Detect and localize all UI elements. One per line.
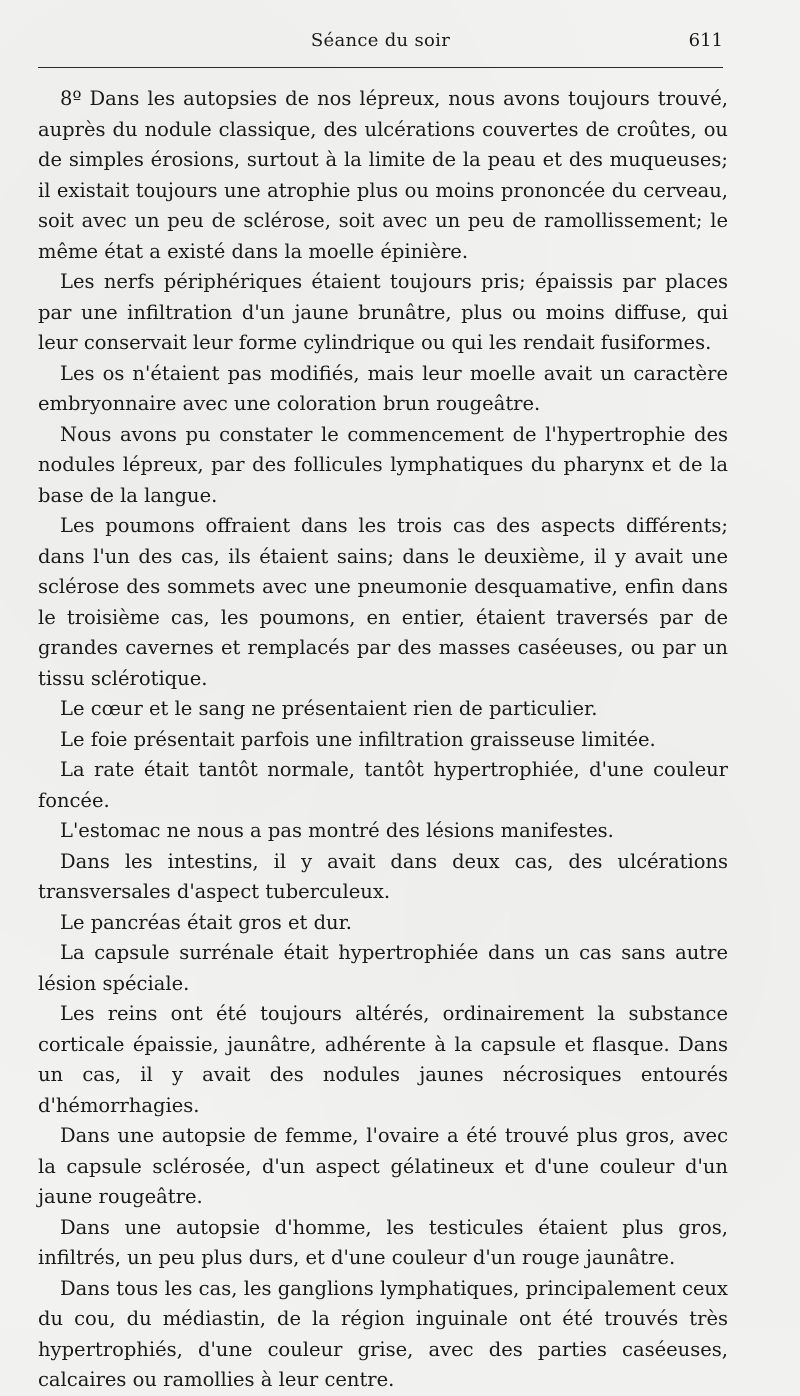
paragraph: Les poumons offraient dans les trois cas des aspects différents; dans l'un des cas, ils étaient sains; dans le deuxième, il y avait une sclérose des sommets avec une pneumonie desquamative, enfin dans le troisième cas, les poumons, en entier, étaient traversés par de grandes cavernes et remplacés par des masses caséeuses, ou par un tissu sclérotique. <box>38 514 728 690</box>
paragraph: Les os n'étaient pas modifiés, mais leur moelle avait un caractère embryonnaire avec une coloration brun rougeâtre. <box>38 361 728 415</box>
paragraph: Les reins ont été toujours altérés, ordinairement la substance corticale épaissie, jaunâtre, adhérente à la capsule et flasque. Dans un cas, il y avait des nodules jaunes nécrosiques entourés d'hémorrhagies. <box>38 1002 728 1117</box>
paragraph: La rate était tantôt normale, tantôt hypertrophiée, d'une couleur foncée. <box>38 758 728 812</box>
paragraph: Le cœur et le sang ne présentaient rien de particulier. <box>60 697 598 720</box>
paragraph: Le pancréas était gros et dur. <box>60 910 352 934</box>
paragraph: Dans les intestins, il y avait dans deux cas, des ulcérations transversales d'aspect tuberculeux. <box>38 849 728 903</box>
paragraph: Le foie présentait parfois une infiltration graisseuse limitée. <box>60 727 656 751</box>
paragraph: Dans une autopsie d'homme, les testicules étaient plus gros, infiltrés, un peu plus durs, et d'une couleur d'un rouge jaunâtre. <box>38 1215 728 1269</box>
body-text <box>38 84 728 1396</box>
header-rule <box>38 67 723 68</box>
running-title: Séance du soir <box>310 30 451 51</box>
paragraph: Nous avons pu constater le commencement de l'hypertrophie des nodules lépreux, par des follicules lymphatiques du pharynx et de la base de la langue. <box>38 422 728 507</box>
page-number: 611 <box>688 30 723 51</box>
paragraph: L'estomac ne nous a pas montré des lésions manifestes. <box>60 819 614 842</box>
paragraph: Dans une autopsie de femme, l'ovaire a été trouvé plus gros, avec la capsule sclérosée, d'un aspect gélatineux et d'une couleur d'un jaune rougeâtre. <box>38 1124 728 1208</box>
paragraph: 8º Dans les autopsies de nos lépreux, nous avons toujours trouvé, auprès du nodule classique, des ulcérations couvertes de croûtes, ou de simples érosions, surtout à la limite de la peau et des muqueuses; il existait toujours une atrophie plus ou moins prononcée du cerveau, soit avec un peu de sclérose, soit avec un peu de ramollissement; le même état a existé dans la moelle épinière. <box>38 87 728 263</box>
paragraph: Dans tous les cas, les ganglions lymphatiques, principalement ceux du cou, du médiastin, de la région inguinale ont été trouvés très hypertrophiés, d'une couleur grise, avec des parties caséeuses, calcaires ou ramollies à leur centre. <box>38 1276 728 1391</box>
paragraph: Les nerfs périphériques étaient toujours pris; épaissis par places par une infiltration d'un jaune brunâtre, plus ou moins diffuse, qui leur conservait leur forme cylindrique ou qui les rendait fusiformes. <box>38 270 728 354</box>
page-header <box>38 30 723 58</box>
paragraph: La capsule surrénale était hypertrophiée dans un cas sans autre lésion spéciale. <box>38 941 728 995</box>
